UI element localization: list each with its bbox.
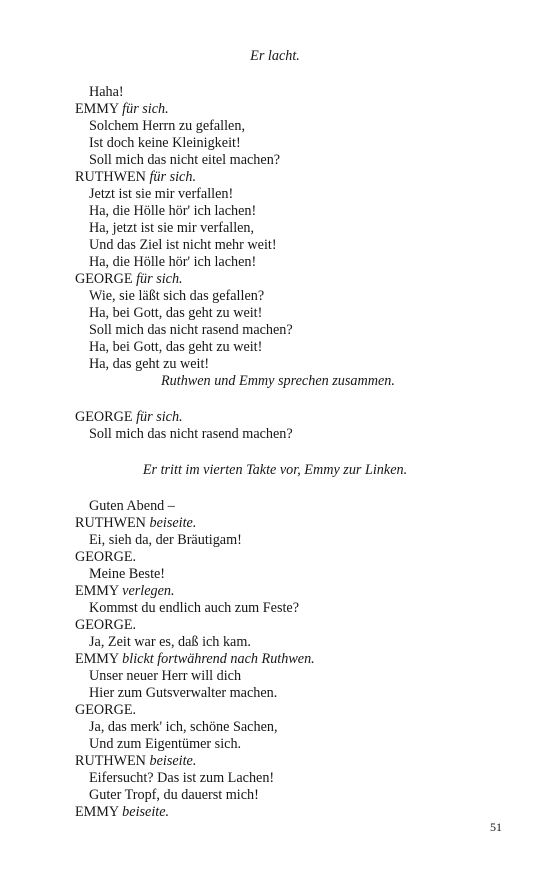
stage-direction: Er lacht. bbox=[250, 48, 300, 64]
speaker-direction: beiseite. bbox=[149, 515, 197, 531]
verse-line: Soll mich das nicht rasend machen? bbox=[89, 322, 293, 338]
speaker-line bbox=[75, 617, 136, 634]
verse-line: Ha, die Hölle hör' ich lachen! bbox=[89, 203, 257, 219]
verse-line: Guten Abend – bbox=[89, 498, 175, 514]
verse-line: Ha, das geht zu weit! bbox=[89, 356, 210, 372]
speaker-direction: beiseite. bbox=[122, 804, 170, 820]
speaker-direction: für sich. bbox=[122, 101, 169, 117]
verse-line: Ja, Zeit war es, daß ich kam. bbox=[89, 634, 251, 650]
verse-line: Hier zum Gutsverwalter machen. bbox=[89, 685, 278, 701]
speaker-direction: verlegen. bbox=[122, 583, 175, 599]
verse-line: Kommst du endlich auch zum Feste? bbox=[89, 600, 300, 616]
verse-line: Und das Ziel ist nicht mehr weit! bbox=[89, 237, 277, 253]
speaker-direction: für sich. bbox=[136, 409, 183, 425]
speaker-line bbox=[75, 271, 183, 288]
verse-line: Jetzt ist sie mir verfallen! bbox=[89, 186, 234, 202]
verse-line: Meine Beste! bbox=[89, 566, 166, 582]
verse-line: Ha, jetzt ist sie mir verfallen, bbox=[89, 220, 255, 236]
verse-line: Ist doch keine Kleinigkeit! bbox=[89, 135, 241, 151]
speaker-name: RUTHWEN bbox=[75, 169, 146, 185]
speaker-line bbox=[75, 515, 196, 532]
verse-line: Soll mich das nicht eitel machen? bbox=[89, 152, 281, 168]
verse-line: Haha! bbox=[89, 84, 124, 100]
speaker-name: EMMY bbox=[75, 804, 119, 820]
speaker-line bbox=[75, 583, 175, 600]
stage-direction: Er tritt im vierten Takte vor, Emmy zur Linken. bbox=[142, 462, 408, 478]
verse-line: Ha, bei Gott, das geht zu weit! bbox=[89, 339, 263, 355]
verse-line: Unser neuer Herr will dich bbox=[89, 668, 242, 684]
speaker-name: GEORGE bbox=[75, 271, 133, 287]
verse-line: Ei, sieh da, der Bräutigam! bbox=[89, 532, 242, 548]
speaker-direction: für sich. bbox=[149, 169, 196, 185]
speaker-line bbox=[75, 169, 196, 186]
verse-line: Soll mich das nicht rasend machen? bbox=[89, 426, 293, 442]
verse-line: Eifersucht? Das ist zum Lachen! bbox=[89, 770, 275, 786]
speaker-line bbox=[75, 702, 136, 719]
speaker-name: RUTHWEN bbox=[75, 753, 146, 769]
speaker-name: EMMY bbox=[75, 583, 119, 599]
speaker-direction: blickt fortwährend nach Ruthwen. bbox=[122, 651, 315, 667]
verse-line: Ja, das merk' ich, schöne Sachen, bbox=[89, 719, 278, 735]
stage-direction: Ruthwen und Emmy sprechen zusammen. bbox=[161, 373, 395, 389]
speaker-line bbox=[75, 753, 196, 770]
speaker-line bbox=[75, 549, 136, 566]
speaker-line bbox=[75, 804, 169, 821]
speaker-name: GEORGE. bbox=[75, 549, 137, 565]
speaker-name: EMMY bbox=[75, 651, 119, 667]
verse-line: Solchem Herrn zu gefallen, bbox=[89, 118, 246, 134]
speaker-name: EMMY bbox=[75, 101, 119, 117]
verse-line: Und zum Eigentümer sich. bbox=[89, 736, 242, 752]
speaker-line bbox=[75, 651, 315, 668]
speaker-name: RUTHWEN bbox=[75, 515, 146, 531]
verse-line: Ha, bei Gott, das geht zu weit! bbox=[89, 305, 263, 321]
speaker-name: GEORGE. bbox=[75, 617, 137, 633]
verse-line: Wie, sie läßt sich das gefallen? bbox=[89, 288, 265, 304]
verse-line: Guter Tropf, du dauerst mich! bbox=[89, 787, 259, 803]
speaker-line bbox=[75, 101, 169, 118]
speaker-direction: beiseite. bbox=[149, 753, 197, 769]
speaker-name: GEORGE. bbox=[75, 702, 137, 718]
page-number: 51 bbox=[490, 820, 502, 834]
speaker-name: GEORGE bbox=[75, 409, 133, 425]
speaker-line bbox=[75, 409, 183, 426]
speaker-direction: für sich. bbox=[136, 271, 183, 287]
verse-line: Ha, die Hölle hör' ich lachen! bbox=[89, 254, 257, 270]
